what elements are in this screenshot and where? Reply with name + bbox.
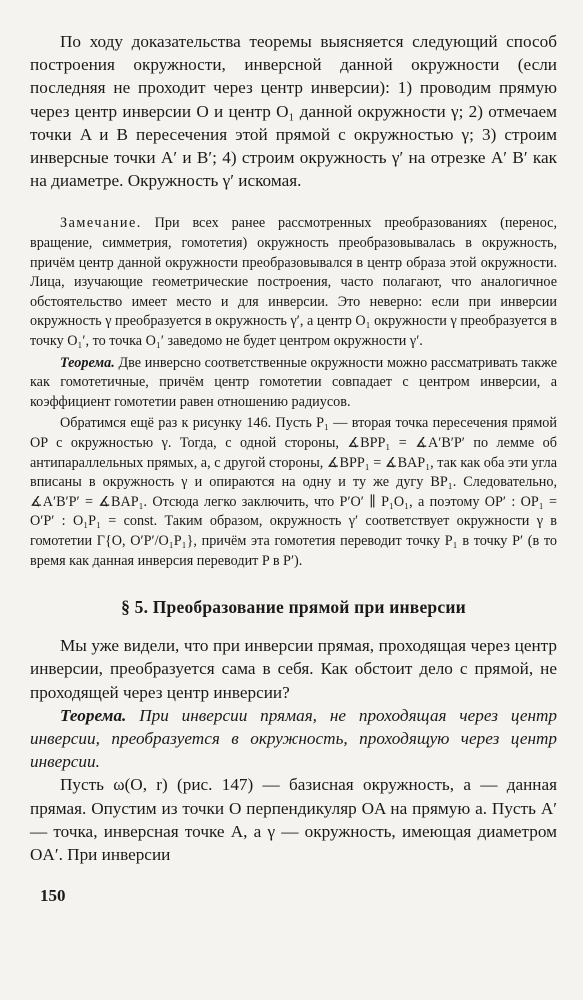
book-page: [30, 30, 557, 866]
intro-paragraph: По ходу доказательства теоремы выясняется следующий способ построения окружности, инверсной данной окружности (если последняя не проходит через центр инверсии): 1) проводим прямую через центр инверсии O и центр O₁ данной окружности γ; 2) отмечаем точки A и B пересечения этой прямой с окружностью γ; 3) строим инверсные точки A′ и B′; 4) строим окружность γ′ на отрезке A′ B′ как на диаметре. Окружность γ′ искомая.: [30, 32, 557, 191]
proof-start-paragraph: Пусть ω(O, r) (рис. 147) — базисная окружность, a — данная прямая. Опустим из точки O перпендикуляр OA на прямую a. Пусть A′ — точка, инверсная точке A, а γ — окружность, имеющая диаметром OA′. При инверсии: [30, 775, 557, 864]
remark-text: При всех ранее рассмотренных преобразованиях (перенос, вращение, симметрия, гомотетия) окружность преобразовывалась в окружность, причём центр данной окружности преобразовывался в центр образа этой окружности. Лица, изучающие геометрические построения, часто полагают, что аналогичное обстоятельство имеет место и для инверсии. Это неверно: если при инверсии окружность γ преобразуется в окружность γ′, а центр O₁ окружности γ преобразуется в точку O₁′, то точка O₁′ заведомо не будет центром окружности γ′.: [30, 215, 557, 349]
section-heading: § 5. Преобразование прямой при инверсии: [121, 597, 466, 618]
theorem-homothety-paragraph: [30, 354, 557, 413]
theorem-line-paragraph: [30, 704, 557, 774]
page-number: 150: [40, 886, 66, 905]
proof-paragraph: Обратимся ещё раз к рисунку 146. Пусть P₁ — вторая точка пересечения прямой OP с окружностью γ. Тогда, с одной стороны, ∡BPP₁ = ∡A′B′P′ по лемме об антипараллельных прямых, а, с другой стороны, ∡BPP₁ = ∡BAP₁, так как оба эти угла вписаны в окружность γ и опираются на одну и ту же дугу BP₁. Следовательно, ∡A′B′P′ = ∡BAP₁. Отсюда легко заключить, что P′O′ ∥ P₁O₁, а поэтому OP′ : OP₁ = O′P′ : O₁P₁ = const. Таким образом, окружность γ′ соответствует окружности γ в гомотетии Γ{O, O′P′/O₁P₁}, причём эта гомотетия переводит точку P₁ в точку P′ (в то время как данная инверсия переводит P в P′).: [30, 415, 557, 569]
remark-label: Замечание.: [60, 215, 142, 232]
section-intro-paragraph: Мы уже видели, что при инверсии прямая, проходящая через центр инверсии, преобразуется сама в себя. Как обстоит дело с прямой, не проходящей через центр инверсии?: [30, 636, 557, 702]
theorem-text: Две инверсно соответственные окружности можно рассматривать также как гомотетичные, причём центр гомотетии совпадает с центром инверсии, а коэффициент гомотетии равен отношению радиусов.: [30, 354, 557, 410]
theorem-statement: При инверсии прямая, не проходящая через центр инверсии, преобразуется в окружность, проходящую через центр инверсии.: [30, 705, 557, 772]
theorem-label: Теорема.: [60, 354, 115, 371]
remark-paragraph: [30, 214, 557, 351]
theorem-label: Теорема.: [60, 705, 127, 725]
